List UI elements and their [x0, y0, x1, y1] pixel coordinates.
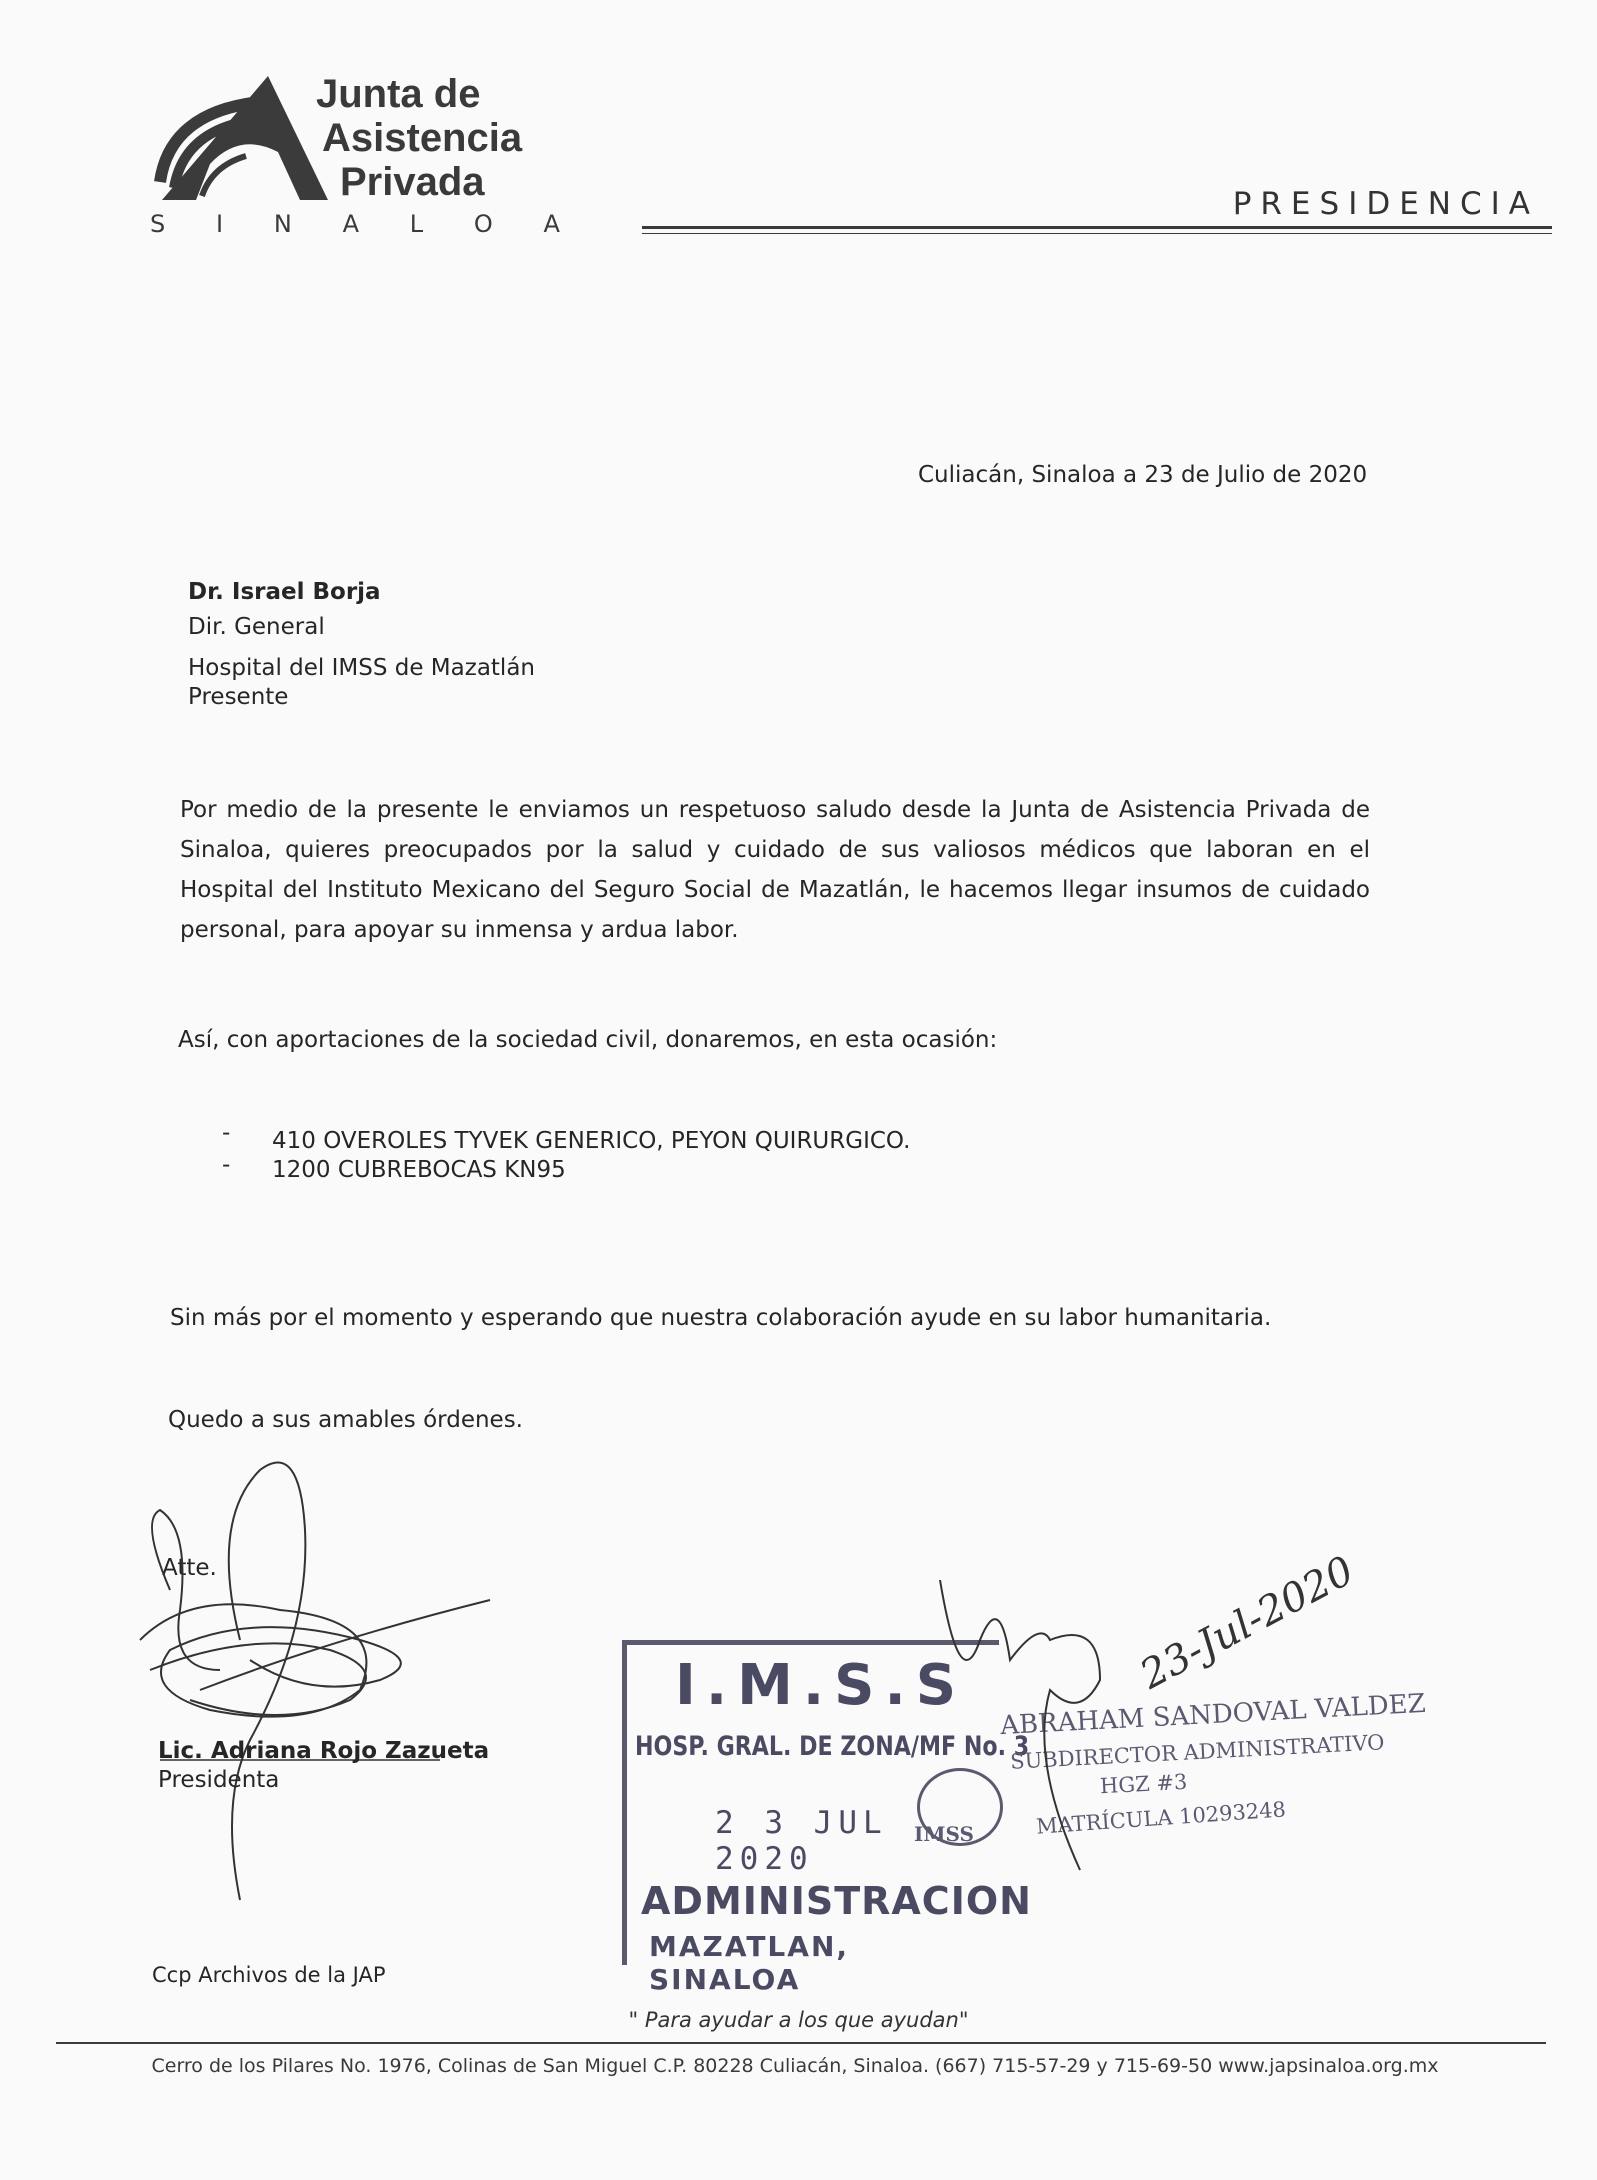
- recipient-title: Dir. General: [188, 614, 325, 640]
- receiver-signature-graphic: [920, 1580, 1120, 1880]
- receiver-unit: HGZ #3: [1099, 1769, 1188, 1799]
- org-state-letter: A: [543, 210, 560, 238]
- organization-logo: [150, 72, 330, 202]
- org-state-letter: L: [409, 210, 424, 238]
- body-paragraph-1: Por medio de la presente le enviamos un respetuoso saludo desde la Junta de Asistencia Privada de Sinaloa, quieres preocupados por la salud y cuidado de sus valiosos médicos que laboran en el Hospital del Instituto Mexicano del Seguro Social de Mazatlán, le hacemos llegar insumos de cuidado personal, para apoyar su inmensa y ardua labor.: [180, 797, 1370, 943]
- receiver-matricula: MATRÍCULA 10293248: [1035, 1797, 1287, 1839]
- signer-title: Presidenta: [158, 1767, 280, 1793]
- stamp-department: ADMINISTRACION: [641, 1879, 1032, 1923]
- signature-graphic: [130, 1440, 510, 1920]
- ccp-line: Ccp Archivos de la JAP: [152, 1963, 386, 1987]
- org-name-line3: Privada: [340, 160, 485, 204]
- header-divider-thin: [642, 233, 1552, 234]
- stamp-city: MAZATLAN, SINALOA: [649, 1930, 850, 1996]
- footer-address: Cerro de los Pilares No. 1976, Colinas de San Miguel C.P. 80228 Culiacán, Sinaloa. (667) 715-57-29 y 715-69-50 www.japsinaloa.org.mx: [151, 2055, 1439, 2077]
- footer-motto: " Para ayudar a los que ayudan": [628, 2008, 969, 2032]
- header-divider: [642, 226, 1552, 229]
- receiver-title: SUBDIRECTOR ADMINISTRATIVO: [1009, 1730, 1385, 1774]
- list-item: 1200 CUBREBOCAS KN95: [272, 1157, 566, 1183]
- stamp-date: 2 3 JUL 2020: [715, 1805, 888, 1877]
- list-bullet: -: [222, 1120, 231, 1146]
- department-title: PRESIDENCIA: [1232, 186, 1539, 222]
- org-state-letter: I: [216, 210, 224, 238]
- body-paragraph-2: Así, con aportaciones de la sociedad civil, donaremos, en esta ocasión:: [178, 1027, 998, 1053]
- org-state-letter: N: [273, 210, 292, 238]
- handwritten-date: 23-Jul-2020: [1132, 1547, 1362, 1699]
- stamp-hospital: HOSP. GRAL. DE ZONA/MF No. 3: [635, 1731, 1030, 1762]
- org-name-line2: Asistencia: [322, 116, 523, 160]
- jap-logo-icon: [150, 72, 330, 202]
- imss-logo-text: IMSS: [914, 1822, 974, 1846]
- recipient-institution: Hospital del IMSS de Mazatlán: [188, 655, 535, 681]
- stamp-institution: I.M.S.S: [675, 1653, 967, 1718]
- body-paragraph-3: Sin más por el momento y esperando que nuestra colaboración ayude en su labor humanitaria.: [170, 1305, 1272, 1331]
- list-bullet: -: [222, 1152, 231, 1178]
- footer-divider: [56, 2042, 1546, 2044]
- signer-name: Lic. Adriana Rojo Zazueta: [158, 1738, 490, 1764]
- date-line: Culiacán, Sinaloa a 23 de Julio de 2020: [918, 462, 1368, 488]
- list-item: 410 OVEROLES TYVEK GENERICO, PEYON QUIRURGICO.: [272, 1128, 911, 1154]
- recipient-presente: Presente: [188, 684, 289, 710]
- org-name-line1: Junta de: [316, 72, 481, 116]
- recipient-name: Dr. Israel Borja: [188, 579, 381, 605]
- org-state-letter: A: [342, 210, 359, 238]
- org-state-letter: S: [150, 210, 166, 238]
- org-state: [150, 210, 560, 238]
- receiver-name: ABRAHAM SANDOVAL VALDEZ: [999, 1688, 1427, 1742]
- atte-label: Atte.: [162, 1555, 217, 1581]
- org-state-letter: O: [473, 210, 493, 238]
- closing-line: Quedo a sus amables órdenes.: [168, 1407, 523, 1433]
